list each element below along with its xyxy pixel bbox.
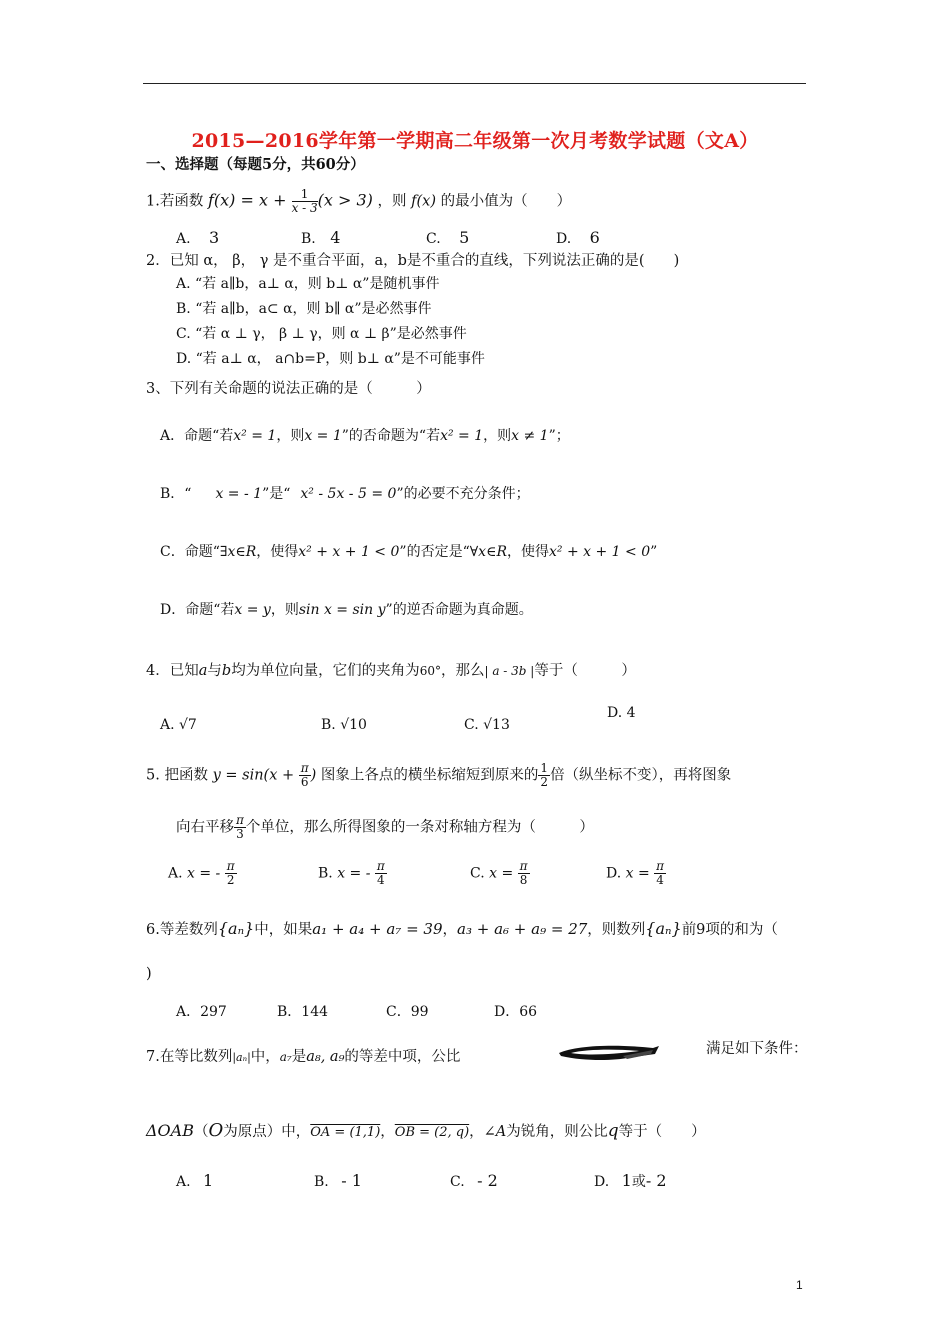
question-5: 5. 把函数 y = sin(x + $\frac{\pi}{6}$ ) 图象上各点的横坐标缩短到原来的 $\frac{1}{2}$ 倍（纵坐标不变），再将图象: [146, 761, 732, 789]
question-7-line2: ΔOAB（O为原点）中，OA = (1,1)，OB = (2, q)，∠A为锐角，则公比q等于（ ）: [146, 1120, 706, 1141]
q5-option-b: B. x = - $\frac{\pi}{4}$: [318, 859, 385, 887]
q2-option-a: A. “若 a∥b，a⊥ α，则 b⊥ α”是随机事件: [176, 276, 440, 292]
q6-option-a: A．297: [176, 1004, 227, 1020]
q5-option-d: D. x = $\frac{\pi}{4}$: [606, 859, 665, 887]
q6-option-d: D．66: [494, 1004, 538, 1020]
question-2: 2．已知 α， β， γ 是不重合平面，a，b是不重合的直线，下列说法正确的是( ): [146, 253, 680, 269]
question-7-cond: 满足如下条件：: [706, 1041, 808, 1057]
question-5-cont: 向右平移 $\frac{\pi}{3}$ 个单位，那么所得图象的一条对称轴方程为（ ）: [176, 813, 594, 841]
garbled-formula-image: [557, 1042, 661, 1064]
q2-option-c: C. “若 α ⊥ γ， β ⊥ γ，则 α ⊥ β”是必然事件: [176, 326, 467, 342]
q2-option-d: D. “若 a⊥ α， a∩b=P，则 b⊥ α”是不可能事件: [176, 351, 485, 367]
q3-option-b: B．“ x = - 1”是“ x² - 5x - 5 = 0”的必要不充分条件；: [160, 486, 530, 502]
q3-option-a: A．命题“若x² = 1，则x = 1”的否命题为“若x² = 1，则x ≠ 1”；: [160, 428, 570, 444]
q6-option-b: B．144: [277, 1004, 329, 1020]
q4-option-c: C. √13: [464, 717, 510, 733]
header-rule: [143, 83, 806, 84]
q1-option-c: C. 5: [426, 228, 470, 247]
q3-option-c: C．命题“∃x∈R，使得x² + x + 1 < 0”的否定是“∀x∈R，使得x² + x + 1 < 0”: [160, 544, 658, 560]
q6-option-c: C．99: [386, 1004, 429, 1020]
question-4: 4．已知a与b均为单位向量，它们的夹角为60°，那么| a - 3b |等于（ ）: [146, 663, 636, 679]
question-3: 3、下列有关命题的说法正确的是（ ）: [146, 381, 431, 397]
q1-option-a: A. 3: [176, 228, 220, 247]
q7-option-b: B. - 1: [314, 1171, 362, 1190]
question-7: 7.在等比数列|aₙ|中，a₇是a₈, a₉的等差中项，公比: [146, 1049, 461, 1065]
q5-option-c: C. x = $\frac{\pi}{8}$: [470, 859, 528, 887]
q4-option-d: D. 4: [607, 705, 636, 721]
q7-option-a: A. 1: [176, 1171, 214, 1190]
question-6-cont: ): [146, 966, 152, 982]
q4-option-b: B. √10: [321, 717, 367, 733]
q4-option-a: A. √7: [160, 717, 197, 733]
q1-option-b: B. 4: [301, 228, 341, 247]
question-6: 6.等差数列{aₙ}中，如果a₁ + a₄ + a₇ = 39，a₃ + a₆ + a₉ = 27，则数列{aₙ}前9项的和为（: [146, 919, 778, 938]
q7-option-d: D. 1或- 2: [594, 1171, 667, 1190]
q5-option-a: A. x = - $\frac{\pi}{2}$: [168, 859, 235, 887]
q2-option-b: B. “若 a∥b，a⊂ α，则 b∥ α”是必然事件: [176, 301, 432, 317]
question-1: 1.若函数 f(x) = x + $\frac{1}{x - 3}$ (x > 3) ，则 f(x) 的最小值为（ ）: [146, 187, 572, 215]
section-heading: 一、选择题（每题5分，共60分）: [146, 156, 365, 173]
q3-option-d: D．命题“若x = y，则sin x = sin y”的逆否命题为真命题。: [160, 602, 533, 618]
page-number: 1: [796, 1278, 803, 1292]
q1-option-d: D. 6: [556, 228, 600, 247]
exam-title: 2015—2016学年第一学期高二年级第一次月考数学试题（文A）: [191, 130, 759, 152]
q7-option-c: C. - 2: [450, 1171, 498, 1190]
